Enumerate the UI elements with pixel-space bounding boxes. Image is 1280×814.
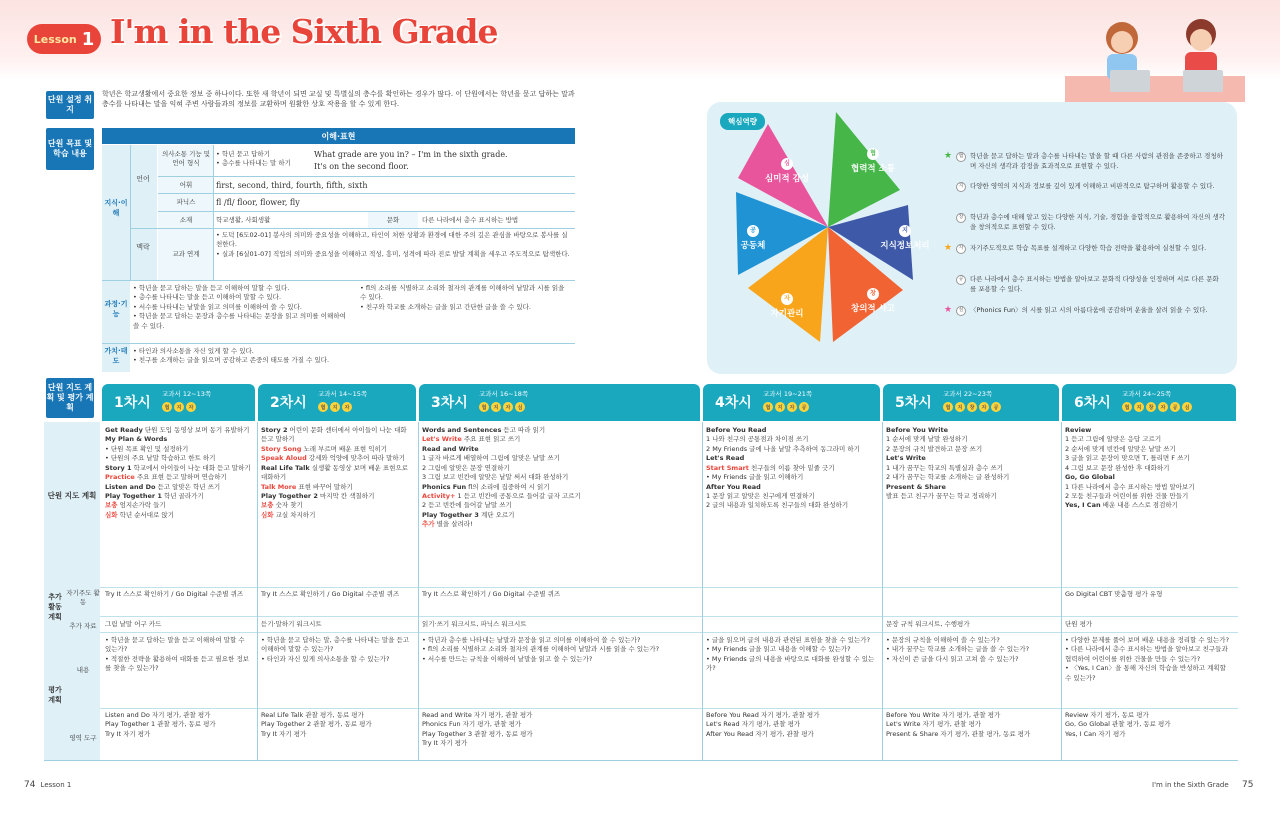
process-left — [133, 284, 353, 331]
language-label: 언어 — [136, 175, 150, 183]
plan-line: 심화 교실 차지하기 — [261, 510, 316, 519]
culture-value: 다른 나라에서 층수 표시하는 방법 — [422, 216, 519, 224]
eval-content-cell — [886, 636, 1056, 706]
self-activity-cell — [706, 590, 877, 614]
eval-item: • 글을 읽으며 글의 내용과 관련된 표현을 찾을 수 있는가? — [706, 636, 871, 644]
eval-tool: Let's Read 자기 평가, 관찰 평가 — [706, 720, 801, 729]
func-items — [216, 150, 316, 169]
eval-tool: Before You Write 자기 평가, 관찰 평가 — [886, 711, 1001, 719]
plan-cell — [422, 426, 697, 584]
eval-tools-cell — [1065, 711, 1233, 759]
page-title: I'm in the Sixth Grade — [110, 12, 498, 51]
value-label: 가치·태도 — [104, 347, 128, 365]
row-self-label: 자기주도 활동 — [66, 589, 100, 607]
eval-item: • 〈Yes, I Can〉을 통해 자신의 학습을 반성하고 계획할 수 있는가? — [1065, 664, 1226, 682]
knowledge-label: 지식·이해 — [104, 199, 128, 217]
func-expressions: What grade are you in? – I'm in the sixth grade. It's on the second floor. — [314, 150, 508, 171]
eval-tool: Review 자기 평가, 동료 평가 — [1065, 711, 1149, 719]
eval-tool: Yes, I Can 자기 평가 — [1065, 729, 1126, 738]
eval-tools-cell — [886, 711, 1056, 759]
competency-badge: 자 — [1158, 402, 1168, 412]
competency-badge: 심 — [1182, 402, 1192, 412]
footer-right-title: I'm in the Sixth Grade — [1152, 781, 1229, 789]
plan-line: 1 순서에 맞게 낱말 완성하기 — [886, 435, 968, 444]
plan-line: 2 모둠 친구들과 어린이를 위한 건물 만들기 — [1065, 491, 1189, 500]
session-pages: 교과서 24~25쪽 — [1122, 390, 1172, 398]
plan-line: Let's Write 주요 표현 읽고 쓰기 — [422, 435, 521, 444]
competency-item: 지 다양한 영역의 지식과 정보를 깊이 있게 이해하고 비판적으로 탐구하며 활용할 수 있다. — [970, 182, 1225, 192]
rationale-label: 단원 설정 취지 — [46, 91, 94, 119]
plan-line: Phonics Fun fl의 소리에 집중하여 시 읽기 — [422, 482, 550, 491]
session-pages: 교과서 22~23쪽 — [943, 390, 993, 398]
plan-cell — [886, 426, 1056, 584]
value-item: • 타인과 의사소통을 자신 있게 할 수 있다. — [133, 347, 254, 355]
plan-line: Story 1 학교에서 아이들이 나눈 대화 듣고 말하기 — [105, 463, 251, 472]
plan-line: My Plan & Words — [105, 435, 168, 444]
func-item: • 층수를 나타내는 말 하기 — [216, 159, 291, 168]
topic-value: 학교생활, 사회생활 — [216, 216, 271, 224]
session-number: 1차시 — [114, 395, 151, 411]
plan-cell — [261, 426, 413, 584]
row-content-label: 내용 — [76, 666, 90, 674]
plan-line: 1 문장 읽고 알맞은 친구에게 연결하기 — [706, 491, 815, 500]
plan-line: • My Friends 글을 읽고 이해하기 — [706, 473, 804, 482]
eval-tool: Listen and Do 자기 평가, 관찰 평가 — [105, 711, 211, 719]
process-item: • 서수를 나타내는 낱말을 읽고 의미를 이해하여 쓸 수 있다. — [133, 302, 302, 311]
goals-header: 이해·표현 — [102, 128, 575, 144]
plan-cell — [706, 426, 877, 584]
plan-line: Get Ready 단원 도입 동영상 보며 동기 유발하기 — [105, 426, 250, 434]
eval-tool: Try It 자기 평가 — [105, 729, 151, 738]
link-items — [216, 231, 572, 259]
competency-badge: 지 — [775, 402, 785, 412]
competency-item: 자 자기주도적으로 학습 목표를 설계하고 다양한 학습 전략을 활용하여 실천할 수 있다. — [970, 244, 1225, 254]
eval-tool: Go, Go Global 관찰 평가, 동료 평가 — [1065, 720, 1171, 729]
hex-community: 공 공동체 — [740, 227, 766, 251]
plan-line: Review — [1065, 426, 1092, 434]
plan-line: Activity+ 1 듣고 빈칸에 공통으로 들어갈 글자 고르기 — [422, 491, 581, 500]
plan-line: 1 내가 꿈꾸는 학교의 특별실과 층수 쓰기 — [886, 463, 1003, 472]
plan-cell — [1065, 426, 1233, 584]
eval-tool: After You Read 자기 평가, 관찰 평가 — [706, 729, 814, 738]
footer-left: 74 Lesson 1 — [24, 780, 72, 790]
eval-content-cell — [261, 636, 413, 706]
process-item: • 학년을 묻고 답하는 말을 듣고 이해하여 말할 수 있다. — [133, 284, 290, 292]
self-activity-cell: Go Digital CBT 맞춤형 평가 유형 — [1065, 590, 1163, 598]
session-tab-2 — [258, 384, 416, 421]
plan-line: 2 문장의 규칙 발견하고 문장 쓰기 — [886, 444, 983, 453]
eval-item: • 타인과 자신 있게 의사소통을 할 수 있는가? — [261, 654, 390, 663]
eval-tools-cell — [261, 711, 413, 759]
eval-item: • 서수를 만드는 규칙을 이해하여 낱말을 읽고 쓸 수 있는가? — [422, 654, 593, 663]
eval-tool: Before You Read 자기 평가, 관찰 평가 — [706, 711, 820, 719]
competency-badge: 자 — [503, 402, 513, 412]
row-plan-label: 단원 지도 계획 — [47, 491, 97, 500]
plan-line: 1 듣고 그림에 알맞은 응답 고르기 — [1065, 435, 1162, 444]
plan-line: Yes, I Can 배운 내용 스스로 점검하기 — [1065, 501, 1178, 510]
plan-line: Real Life Talk 실생활 동영상 보며 배운 표현으로 대화하기 — [261, 463, 408, 482]
plan-line: 1 글자 바르게 배열하여 그림에 알맞은 낱말 쓰기 — [422, 454, 560, 463]
phonics-value: fl /fl/ floor, flower, fly — [216, 198, 300, 207]
process-right — [360, 284, 572, 312]
eval-tools-cell — [422, 711, 697, 759]
plan-line: 1 나와 친구의 공통점과 차이점 쓰기 — [706, 435, 809, 444]
session-tab-6 — [1062, 384, 1236, 421]
eval-item: • fl의 소리를 식별하고 소리와 철자의 관계를 이해하여 낱말과 시를 읽을 수 있는가? — [422, 645, 660, 654]
eval-item: • 학년을 묻고 답하는 말, 층수를 나타내는 말을 듣고 이해하여 말할 수 있는가? — [261, 636, 410, 654]
eval-tool: Play Together 1 관찰 평가, 동료 평가 — [105, 720, 216, 729]
plan-line: 2 순서에 맞게 빈칸에 알맞은 낱말 쓰기 — [1065, 444, 1176, 453]
link-item: • 실과 [6실01-07] 직업의 의미와 중요성을 이해하고 적성, 흥미, 성격에 따라 진로 발달 계획을 세우고 주도적으로 탐색한다. — [216, 249, 570, 258]
link-item: • 도덕 [6도02-01] 봉사의 의미와 중요성을 이해하고, 타인이 처한 상황과 환경에 대한 주의 깊은 관심을 바탕으로 봉사를 실천한다. — [216, 231, 568, 249]
plan-line: 2 My Friends 글에 나올 낱말 추측하여 동그라미 하기 — [706, 444, 860, 453]
star-icon: ★ — [944, 305, 953, 315]
plan-line: 2 글의 내용과 일치하도록 친구들의 대화 완성하기 — [706, 501, 849, 510]
competency-badge: 창 — [1146, 402, 1156, 412]
plan-line: Let's Read — [706, 454, 745, 463]
eval-tool: Try It 자기 평가 — [422, 739, 468, 748]
material-cell — [706, 620, 877, 632]
plan-line: Go, Go Global — [1065, 473, 1115, 482]
competency-badge: 공 — [799, 402, 809, 412]
row-extra-label: 추가 활동 계획 — [48, 593, 62, 621]
footer-right-page: 75 — [1242, 780, 1254, 790]
process-item: • 친구와 학교를 소개하는 글을 읽고 간단한 글을 쓸 수 있다. — [360, 302, 531, 311]
competency-badge: 자 — [979, 402, 989, 412]
session-number: 5차시 — [895, 395, 932, 411]
hex-info: 지 지식정보처리 — [880, 227, 930, 251]
competency-badge: 지 — [1134, 402, 1144, 412]
star-icon: ★ — [944, 151, 953, 161]
material-cell: 문장 규칙 워크시트, 수행평가 — [886, 620, 970, 628]
goals-label: 단원 목표 및 학습 내용 — [46, 128, 94, 170]
competency-badge: 협 — [318, 402, 328, 412]
competency-badge: 심 — [515, 402, 525, 412]
plan-line: Read and Write — [422, 444, 479, 453]
competency-badge: 협 — [1122, 402, 1132, 412]
competency-item: 심 〈Phonics Fun〉의 시를 읽고 시의 아름다움에 공감하며 운율을 살려 읽을 수 있다. — [970, 306, 1225, 316]
material-cell: 단원 평가 — [1065, 620, 1093, 628]
competency-badge: 협 — [763, 402, 773, 412]
plan-cell — [105, 426, 252, 584]
competency-badge: 공 — [1170, 402, 1180, 412]
topic-label: 소재 — [179, 216, 193, 224]
plan-line: 2 듣고 빈칸에 들어갈 낱말 쓰기 — [422, 501, 512, 510]
plan-line: Play Together 1 학년 골라가기 — [105, 491, 204, 500]
lesson-badge: Lesson 1 — [27, 24, 101, 54]
eval-item: • 적절한 전략을 활용하여 대화를 듣고 필요한 정보를 찾을 수 있는가? — [105, 654, 249, 673]
plan-line: Before You Write — [886, 426, 949, 434]
link-label: 교과 연계 — [172, 250, 200, 258]
session-pages: 교과서 14~15쪽 — [318, 390, 368, 398]
star-icon: ★ — [944, 243, 953, 253]
eval-content-cell — [422, 636, 697, 706]
plan-line: Speak Aloud 강세와 억양에 맞추어 따라 말하기 — [261, 454, 405, 463]
competency-badge: 공 — [991, 402, 1001, 412]
eval-item: • 다른 나라에서 층수 표시하는 방법을 알아보고 친구들과 협력하여 어린이를 위한 건물을 만들 수 있는가? — [1065, 645, 1228, 663]
session-number: 6차시 — [1074, 395, 1111, 411]
session-number: 2차시 — [270, 395, 307, 411]
eval-item: • 자신이 쓴 글을 다시 읽고 고쳐 쓸 수 있는가? — [886, 654, 1019, 663]
competency-badge: 지 — [330, 402, 340, 412]
eval-item: • 내가 꿈꾸는 학교를 소개하는 글을 쓸 수 있는가? — [886, 645, 1030, 654]
eval-item: • My Friends 글의 내용을 바탕으로 대화를 완성할 수 있는가? — [706, 654, 875, 673]
material-cell: 읽기·쓰기 워크시트, 파닉스 워크시트 — [422, 620, 527, 628]
plan-line: 심화 학년 순서대로 앉기 — [105, 510, 174, 519]
eval-tool: Play Together 3 관찰 평가, 동료 평가 — [422, 729, 533, 738]
competency-badge: 지 — [955, 402, 965, 412]
plan-line: 1 다른 나라에서 층수 표시하는 방법 알아보기 — [1065, 482, 1195, 491]
plan-line: Play Together 2 마지막 칸 색칠하기 — [261, 491, 375, 500]
plan-label: 단원 지도 계획 및 평가 계획 — [46, 378, 94, 418]
session-tab-5 — [883, 384, 1059, 421]
plan-line: Start Smart 친구들의 이름 찾아 밑줄 긋기 — [706, 463, 835, 472]
context-label: 맥락 — [136, 243, 150, 251]
process-label: 과정·기능 — [104, 300, 128, 318]
competency-badge: 협 — [479, 402, 489, 412]
plan-line: 추가 별을 살려라! — [422, 520, 473, 529]
self-activity-cell: Try It 스스로 확인하기 / Go Digital 수준별 퀴즈 — [261, 590, 400, 598]
eval-item: • 학년을 묻고 답하는 말을 듣고 이해하여 말할 수 있는가? — [105, 636, 245, 654]
competency-badge: 자 — [186, 402, 196, 412]
plan-line: Let's Write — [886, 454, 926, 463]
process-item: • fl의 소리를 식별하고 소리와 철자의 관계를 이해하여 낱말과 시를 읽을 수 있다. — [360, 284, 565, 302]
eval-tool: Let's Write 자기 평가, 관찰 평가 — [886, 720, 982, 729]
hex-self: 자 자기관리 — [770, 295, 804, 319]
vocab-value: first, second, third, fourth, fifth, sixth — [216, 181, 368, 190]
eval-item: • 문장의 규칙을 이해하여 쓸 수 있는가? — [886, 636, 1000, 644]
vocab-label: 어휘 — [179, 181, 193, 189]
eval-tool: Play Together 2 관찰 평가, 동료 평가 — [261, 720, 372, 729]
eval-tool: Read and Write 자기 평가, 관찰 평가 — [422, 711, 533, 719]
session-number: 3차시 — [431, 395, 468, 411]
self-activity-cell — [886, 590, 1056, 614]
plan-line: • 단원의 주요 낱말 학습하고 한트 하기 — [105, 454, 216, 463]
hex-aesthetic: 심 심미적 감성 — [764, 160, 809, 184]
material-cell: 그림 낱말 어구 카드 — [105, 620, 162, 628]
session-number: 4차시 — [715, 395, 752, 411]
eval-tool: Present & Share 자기 평가, 관찰 평가, 동료 평가 — [886, 729, 1031, 738]
competency-item: 창 학년과 층수에 대해 알고 있는 다양한 지식, 기술, 경험을 융합적으로 활용하여 자신의 생각을 창의적으로 표현할 수 있다. — [970, 213, 1225, 233]
competency-badge: 협 — [943, 402, 953, 412]
plan-line: Talk More 표현 바꾸어 말하기 — [261, 482, 353, 491]
eval-tool: Real Life Talk 관찰 평가, 동료 평가 — [261, 711, 364, 719]
plan-line: • 단원 목표 확인 및 설정하기 — [105, 444, 189, 453]
value-items — [133, 347, 573, 366]
hex-creative: 창 창의적 사고 — [850, 290, 895, 314]
plan-line: Listen and Do 듣고 알맞은 학년 쓰기 — [105, 482, 221, 491]
plan-line: 3 그림 보고 빈칸에 알맞은 낱말 써서 대화 완성하기 — [422, 473, 569, 482]
plan-line: 발표 듣고 친구가 꿈꾸는 학교 정리하기 — [886, 491, 997, 500]
hex-cooperation: 협 협력적 소통 — [850, 150, 895, 174]
plan-line: Story 2 어린이 문화 센터에서 아이들이 나눈 대화 듣고 말하기 — [261, 426, 407, 444]
culture-label: 문화 — [386, 216, 400, 224]
eval-item: • 다양한 문제를 풀어 보며 배운 내용을 정리할 수 있는가? — [1065, 636, 1230, 644]
session-pages: 교과서 12~13쪽 — [162, 390, 212, 398]
func-item: • 학년 묻고 답하기 — [216, 150, 270, 158]
eval-item: • 학년과 층수를 나타내는 낱말과 문장을 읽고 의미를 이해하여 쓸 수 있는가? — [422, 636, 641, 644]
row-material-label: 추가 자료 — [69, 622, 97, 630]
row-tools-label: 영역 도구 — [69, 734, 97, 742]
competency-badge: 지 — [491, 402, 501, 412]
plan-line: 보충 엄지손가락 들기 — [105, 501, 166, 510]
self-activity-cell: Try It 스스로 확인하기 / Go Digital 수준별 퀴즈 — [422, 590, 561, 598]
competency-label: 핵심역량 — [720, 113, 765, 130]
competency-item: 공 다른 나라에서 층수 표시하는 방법을 알아보고 문화적 다양성을 인정하며 서로 다른 문화를 포용할 수 있다. — [970, 275, 1225, 295]
plan-line: Present & Share — [886, 482, 946, 491]
eval-tool: Phonics Fun 자기 평가, 관찰 평가 — [422, 720, 522, 729]
session-tab-1 — [102, 384, 255, 421]
competency-badge: 창 — [967, 402, 977, 412]
competency-badge: 협 — [162, 402, 172, 412]
eval-item: • My Friends 글을 읽고 내용을 이해할 수 있는가? — [706, 645, 851, 654]
plan-line: 3 글을 읽고 문장이 맞으면 T, 틀리면 F 쓰기 — [1065, 454, 1190, 463]
session-pages: 교과서 16~18쪽 — [479, 390, 529, 398]
plan-line: After You Read — [706, 482, 761, 491]
material-cell: 듣기·말하기 워크시트 — [261, 620, 322, 628]
session-pages: 교과서 19~21쪽 — [763, 390, 813, 398]
eval-tools-cell — [105, 711, 252, 759]
students-illustration — [1065, 10, 1245, 102]
plan-line: Words and Sentences 듣고 따라 읽기 — [422, 426, 546, 434]
competency-item: 협 학년을 묻고 답하는 말과 층수를 나타내는 말을 할 때 다른 사람의 관점을 존중하고 경청하며 자신의 생각과 감정을 효과적으로 표현할 수 있다. — [970, 152, 1225, 172]
process-item: • 학년을 묻고 답하는 문장과 층수를 나타내는 문장을 읽고 의미를 이해하여 쓸 수 있다. — [133, 312, 346, 330]
plan-line: 4 그림 보고 문장 완성한 후 대화하기 — [1065, 463, 1170, 472]
plan-line: Play Together 3 계단 오르기 — [422, 510, 515, 519]
competency-badge: 지 — [174, 402, 184, 412]
plan-line: Story Song 노래 부르며 배운 표현 익히기 — [261, 444, 388, 453]
plan-line: 보충 숫자 찾기 — [261, 501, 303, 510]
competency-badge: 자 — [787, 402, 797, 412]
func-label: 의사소통 기능 및 언어 형식 — [161, 150, 211, 168]
self-activity-cell: Try It 스스로 확인하기 / Go Digital 수준별 퀴즈 — [105, 590, 244, 598]
process-item: • 층수를 나타내는 말을 듣고 이해하여 말할 수 있다. — [133, 293, 282, 302]
rationale-text: 학년은 학교생활에서 중요한 정보 중 하나이다. 또한 새 학년이 되면 교실 및 특별실의 층수를 확인하는 경우가 많다. 이 단원에서는 학년을 묻고 답하는 말과 층수를 나타내는 말을 익혀 주변 사람들과의 정보를 교환하며 원활한 상호 작용을 할 수 있게 한다. — [102, 90, 575, 109]
eval-content-cell — [105, 636, 252, 706]
plan-line: 2 그림에 알맞은 문장 연결하기 — [422, 463, 510, 472]
eval-content-cell — [706, 636, 877, 706]
row-eval-label: 평가 계획 — [48, 686, 62, 704]
value-item: • 친구를 소개하는 글을 읽으며 공감하고 존중의 태도를 가질 수 있다. — [133, 356, 330, 365]
session-tab-4 — [703, 384, 880, 421]
plan-line: Before You Read — [706, 426, 767, 434]
competency-badge: 자 — [342, 402, 352, 412]
phonics-label: 파닉스 — [176, 198, 196, 206]
plan-line: Practice 주요 표현 듣고 말하며 연습하기 — [105, 473, 227, 482]
eval-tool: Try It 자기 평가 — [261, 729, 307, 738]
eval-tools-cell — [706, 711, 877, 759]
eval-content-cell — [1065, 636, 1233, 706]
plan-line: 2 내가 꿈꾸는 학교를 소개하는 글 완성하기 — [886, 473, 1010, 482]
session-tab-3 — [419, 384, 700, 421]
